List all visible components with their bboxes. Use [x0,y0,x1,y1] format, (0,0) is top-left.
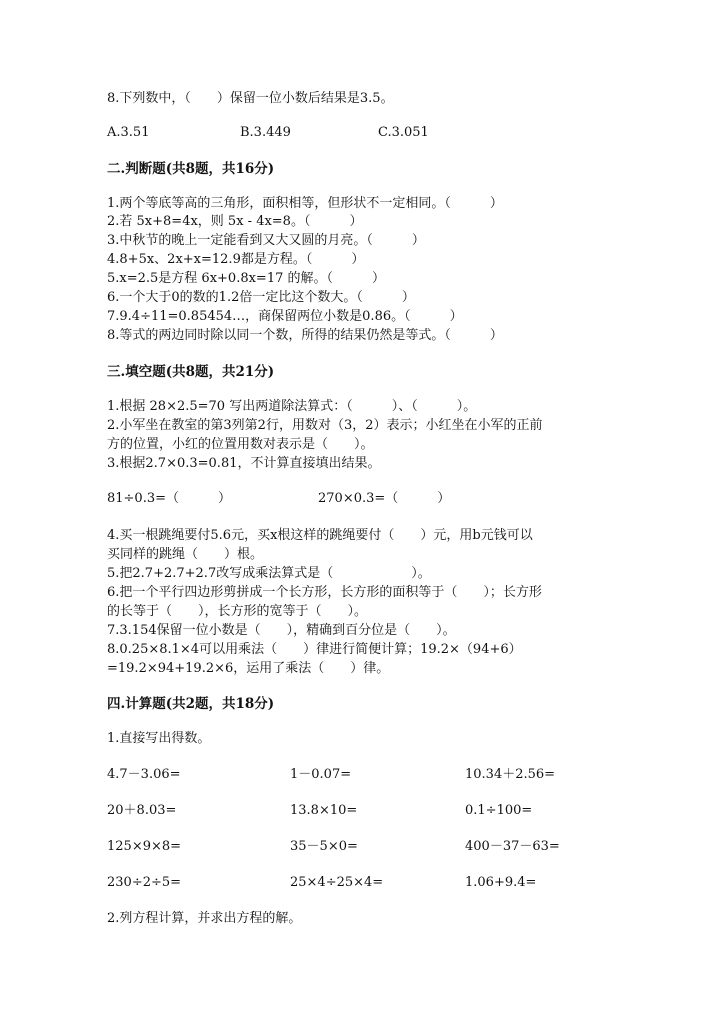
fill-line-11: 8.0.25×8.1×4可以用乘法（ ）律进行简便计算；19.2×（94+6） [107,642,522,657]
judge-item-1: 1.两个等底等高的三角形，面积相等，但形状不一定相同。（ ） [107,196,503,211]
option-a: A.3.51 [107,125,150,140]
section-calc-heading: 四.计算题(共2题，共18分) [107,696,275,712]
judge-item-5: 5.x=2.5是方程 6x+0.8x=17 的解。（ ） [107,271,386,286]
fill-line-12: =19.2×94+19.2×6，运用了乘法（ ）律。 [107,661,390,676]
fill-line-9: 的长等于（ ），长方形的宽等于（ ）。 [107,604,368,619]
judge-item-2: 2.若 5x+8=4x，则 5x - 4x=8。（ ） [107,214,363,229]
fill-line-1: 1.根据 28×2.5=70 写出两道除法算式：（ ）、（ ）。 [107,399,477,414]
calc-item: 20＋8.03= [107,803,177,818]
judge-item-6: 6.一个大于0的数的1.2倍一定比这个数大。（ ） [107,290,415,305]
fill-line-5: 4.买一根跳绳要付5.6元，买x根这样的跳绳要付（ ）元，用b元钱可以 [107,528,533,543]
fill-line-3: 方的位置，小红的位置用数对表示是（ ）。 [107,437,374,452]
judge-item-8: 8.等式的两边同时除以同一个数，所得的结果仍然是等式。（ ） [107,328,503,343]
question-8-stem: 8.下列数中，（ ）保留一位小数后结果是3.5。 [107,91,394,106]
calc-item: 1.06+9.4= [465,875,537,890]
judge-item-4: 4.8+5x、2x+x=12.9都是方程。（ ） [107,252,365,267]
calc-item: 1－0.07= [290,767,352,782]
calc-item: 125×9×8= [107,839,182,854]
calc-item: 4.7－3.06= [107,767,181,782]
fill-calc-2: 270×0.3=（ ） [318,491,451,506]
calc-item: 35－5×0= [290,839,358,854]
calc-item: 230÷2÷5= [107,875,182,890]
judge-item-7: 7.9.4÷11=0.85454…，商保留两位小数是0.86。（ ） [107,309,463,324]
section-fill-heading: 三.填空题(共8题，共21分) [107,364,275,380]
calc-item: 10.34＋2.56= [465,767,556,782]
calc-item: 0.1÷100= [465,803,533,818]
fill-calc-1: 81÷0.3=（ ） [107,491,232,506]
fill-line-6: 买同样的跳绳（ ）根。 [107,547,264,562]
fill-line-7: 5.把2.7+2.7+2.7改写成乘法算式是（ ）。 [107,566,431,581]
calc-sub-2: 2.列方程计算，并求出方程的解。 [107,911,302,926]
judge-item-3: 3.中秋节的晚上一定能看到又大又圆的月亮。（ ） [107,233,425,248]
fill-line-2: 2.小军坐在教室的第3列第2行，用数对（3，2）表示；小红坐在小军的正前 [107,418,543,433]
fill-line-4: 3.根据2.7×0.3=0.81，不计算直接填出结果。 [107,456,381,471]
calc-item: 25×4÷25×4= [290,875,384,890]
option-c: C.3.051 [378,125,429,140]
fill-line-8: 6.把一个平行四边形剪拼成一个长方形，长方形的面积等于（ ）；长方形 [107,585,542,600]
calc-item: 400－37－63= [465,839,560,854]
fill-line-10: 7.3.154保留一位小数是（ ），精确到百分位是（ ）。 [107,623,456,638]
option-b: B.3.449 [240,125,291,140]
calc-item: 13.8×10= [290,803,358,818]
calc-sub-1: 1.直接写出得数。 [107,731,211,746]
section-judge-heading: 二.判断题(共8题，共16分) [107,161,275,177]
